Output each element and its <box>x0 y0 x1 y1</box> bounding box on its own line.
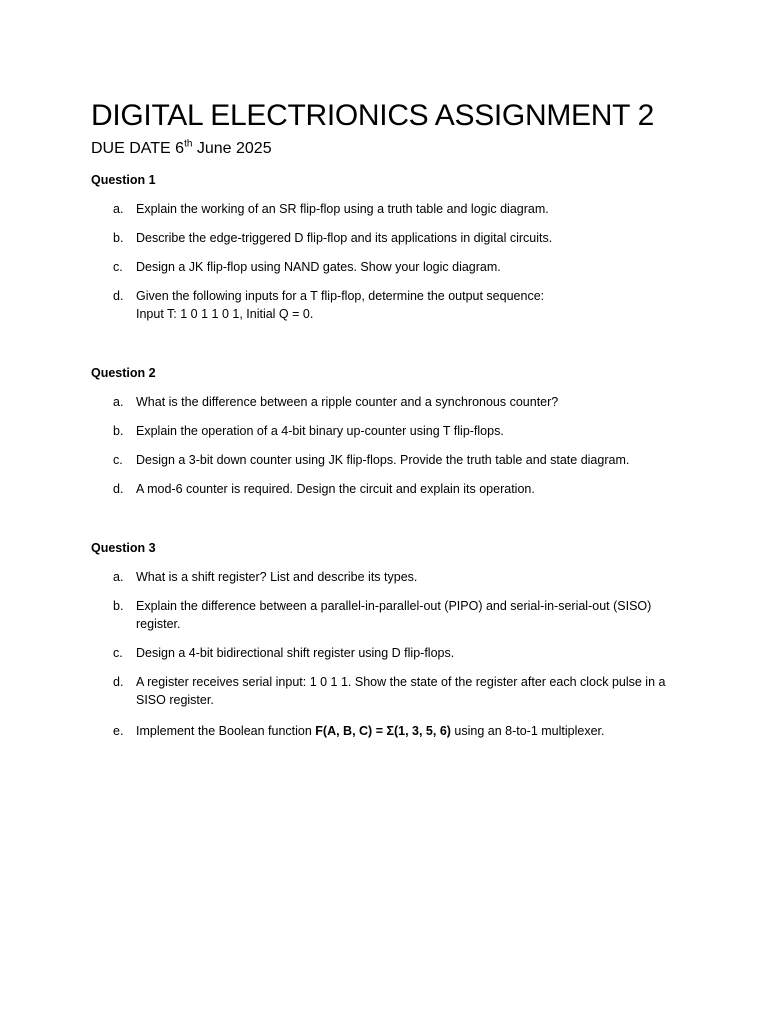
item-text <box>136 287 686 323</box>
due-date-superscript: th <box>184 138 193 150</box>
item-text <box>136 722 686 740</box>
item-letter: a. <box>113 395 124 409</box>
item-text <box>136 422 686 440</box>
item-letter: a. <box>113 570 124 584</box>
item-letter: b. <box>113 231 124 245</box>
item-text <box>136 393 686 411</box>
item-line: Explain the working of an SR flip-flop using a truth table and logic diagram. <box>136 202 549 216</box>
item-line: SISO register. <box>136 693 214 707</box>
item-line: Design a JK flip-flop using NAND gates. Show your logic diagram. <box>136 260 501 274</box>
question-3-heading: Question 3 <box>91 541 156 555</box>
item-text-suffix: using an 8-to-1 multiplexer. <box>450 724 605 738</box>
item-letter: d. <box>113 482 124 496</box>
due-date-prefix: DUE DATE 6 <box>91 140 185 157</box>
item-text <box>136 200 686 218</box>
item-text <box>136 229 686 247</box>
item-letter: b. <box>113 424 124 438</box>
boolean-function: F(A, B, C) = Σ(1, 3, 5, 6) <box>315 724 451 738</box>
document-title: DIGITAL ELECTRIONICS ASSIGNMENT 2 <box>91 99 655 132</box>
item-text <box>136 673 686 709</box>
item-line: Given the following inputs for a T flip-flop, determine the output sequence: <box>136 289 545 303</box>
question-2-heading: Question 2 <box>91 366 156 380</box>
item-text-prefix: Implement the Boolean function <box>136 724 316 738</box>
item-letter: c. <box>113 260 123 274</box>
item-line: Explain the operation of a 4-bit binary up-counter using T flip-flops. <box>136 424 504 438</box>
question-1-heading: Question 1 <box>91 173 156 187</box>
item-letter: c. <box>113 646 123 660</box>
item-letter: d. <box>113 675 124 689</box>
item-line: A mod-6 counter is required. Design the circuit and explain its operation. <box>136 482 535 496</box>
item-text <box>136 597 686 633</box>
item-letter: e. <box>113 724 124 738</box>
item-text <box>136 258 686 276</box>
item-line: Describe the edge-triggered D flip-flop and its applications in digital circuits. <box>136 231 553 245</box>
item-line: Input T: 1 0 1 1 0 1, Initial Q = 0. <box>136 307 314 321</box>
due-date <box>91 138 272 160</box>
item-line: Explain the difference between a parallel-in-parallel-out (PIPO) and serial-in-serial-out (SISO) <box>136 599 652 613</box>
item-text <box>136 451 686 469</box>
due-date-suffix: June 2025 <box>192 140 272 157</box>
item-text <box>136 568 686 586</box>
item-text <box>136 644 686 662</box>
item-letter: b. <box>113 599 124 613</box>
item-line: A register receives serial input: 1 0 1 1. Show the state of the register after each clock pulse in a <box>136 675 666 689</box>
item-line: What is the difference between a ripple counter and a synchronous counter? <box>136 395 559 409</box>
item-line: register. <box>136 617 181 631</box>
item-letter: d. <box>113 289 124 303</box>
item-line: What is a shift register? List and describe its types. <box>136 570 418 584</box>
item-letter: a. <box>113 202 124 216</box>
item-line: Design a 3-bit down counter using JK flip-flops. Provide the truth table and state diagram. <box>136 453 630 467</box>
item-letter: c. <box>113 453 123 467</box>
item-text <box>136 480 686 498</box>
item-line: Design a 4-bit bidirectional shift register using D flip-flops. <box>136 646 455 660</box>
